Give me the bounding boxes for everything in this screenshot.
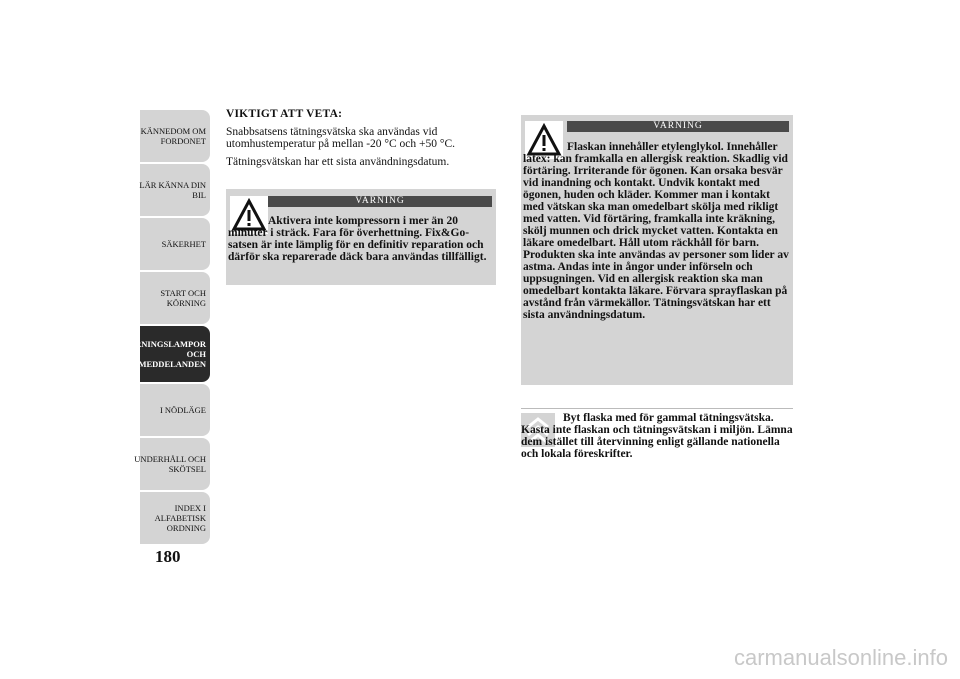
tab-label: UNDERHÅLL OCH <box>134 454 206 464</box>
paragraph: Tätningsvätskan har ett sista användningsdatum. <box>226 156 450 168</box>
tab-lar-kanna-din-bil[interactable] <box>140 164 210 216</box>
tip-text <box>521 412 793 460</box>
page-number: 180 <box>155 547 181 566</box>
divider <box>521 408 793 409</box>
tab-label: OCH <box>186 349 206 359</box>
warning-title: VARNING <box>567 121 789 132</box>
tab-label: FORDONET <box>160 136 206 146</box>
tab-label: SKÖTSEL <box>168 464 206 474</box>
tab-label: MEDDELANDEN <box>138 359 206 369</box>
warning-text <box>523 141 791 321</box>
warning-box-sealant <box>521 115 793 385</box>
tab-start-och-korning[interactable] <box>140 272 210 324</box>
tab-label: I NÖDLÄGE <box>159 405 206 415</box>
warning-text <box>228 215 494 263</box>
tab-label: ORDNING <box>166 523 206 533</box>
tab-label: KÖRNING <box>166 298 206 308</box>
tab-label: INDEX I <box>174 503 206 513</box>
tab-label: VARNINGSLAMPOR <box>123 339 206 349</box>
tab-label: ALFABETISK <box>154 513 206 523</box>
tab-kannedom-om-fordonet[interactable] <box>140 110 210 162</box>
tab-varningslampor-och-meddelanden[interactable] <box>123 326 210 382</box>
watermark: carmanualsonline.info <box>733 645 948 670</box>
tab-sakerhet[interactable] <box>140 218 210 270</box>
tab-underhall-och-skotsel[interactable] <box>134 438 210 490</box>
tip-body: Byt flaska med för gammal tätningsvätska. Kasta inte flaskan och tätningsvätskan i miljön. Lämna dem istället till återvinning enligt gällande nationella och lokala föreskrifter. <box>521 412 793 460</box>
warning-box-compressor <box>226 189 496 285</box>
paragraph: Snabbsatsens tätningsvätska ska användas vid utomhustemperatur på mellan -20 °C och +50 °C. <box>226 126 456 150</box>
tab-i-nodlage[interactable] <box>140 384 210 436</box>
tab-label: SÄKERHET <box>161 239 206 249</box>
left-column <box>226 108 498 174</box>
tab-index-i-alfabetisk-ordning[interactable] <box>140 492 210 544</box>
section-heading: VIKTIGT ATT VETA: <box>226 108 343 120</box>
tab-label: START OCH <box>160 288 206 298</box>
warning-title: VARNING <box>268 196 492 207</box>
warning-body: Flaskan innehåller etylenglykol. Innehåller latex: kan framkalla en allergisk reaktion. Skadlig vid förtäring. Irriterande för ögonen. Kan orsaka besvär vid inandning och kontakt. Undvik kontakt med ögonen, huden och kläder. Kommer man i kontakt med vätskan ska man omedelbart skölja med rikligt med vatten. Vid förtäring, framkalla inte kräkning, skölj munnen och drick mycket vatten. Kontakta en läkare omedelbart. Håll utom räckhåll för barn. Produkten ska inte användas av personer som lider av astma. Andas inte in ångor under införseln och uppsugningen. Vid en allergisk reaktion ska man omedelbart kontakta läkare. Förvara sprayflaskan på avstånd från värmekällor. Tätningsvätskan har ett sista användningsdatum. <box>523 141 789 321</box>
tab-label: KÄNNEDOM OM <box>140 126 206 136</box>
tab-label: LÄR KÄNNA DIN <box>139 180 206 190</box>
warning-body: Aktivera inte kompressorn i mer än 20 minuter i sträck. Fara för överhettning. Fix&Go-satsen är inte lämplig för en definitiv reparation och därför ska reparerade däck bara användas tillfälligt. <box>228 215 487 263</box>
tab-label: BIL <box>192 190 206 200</box>
